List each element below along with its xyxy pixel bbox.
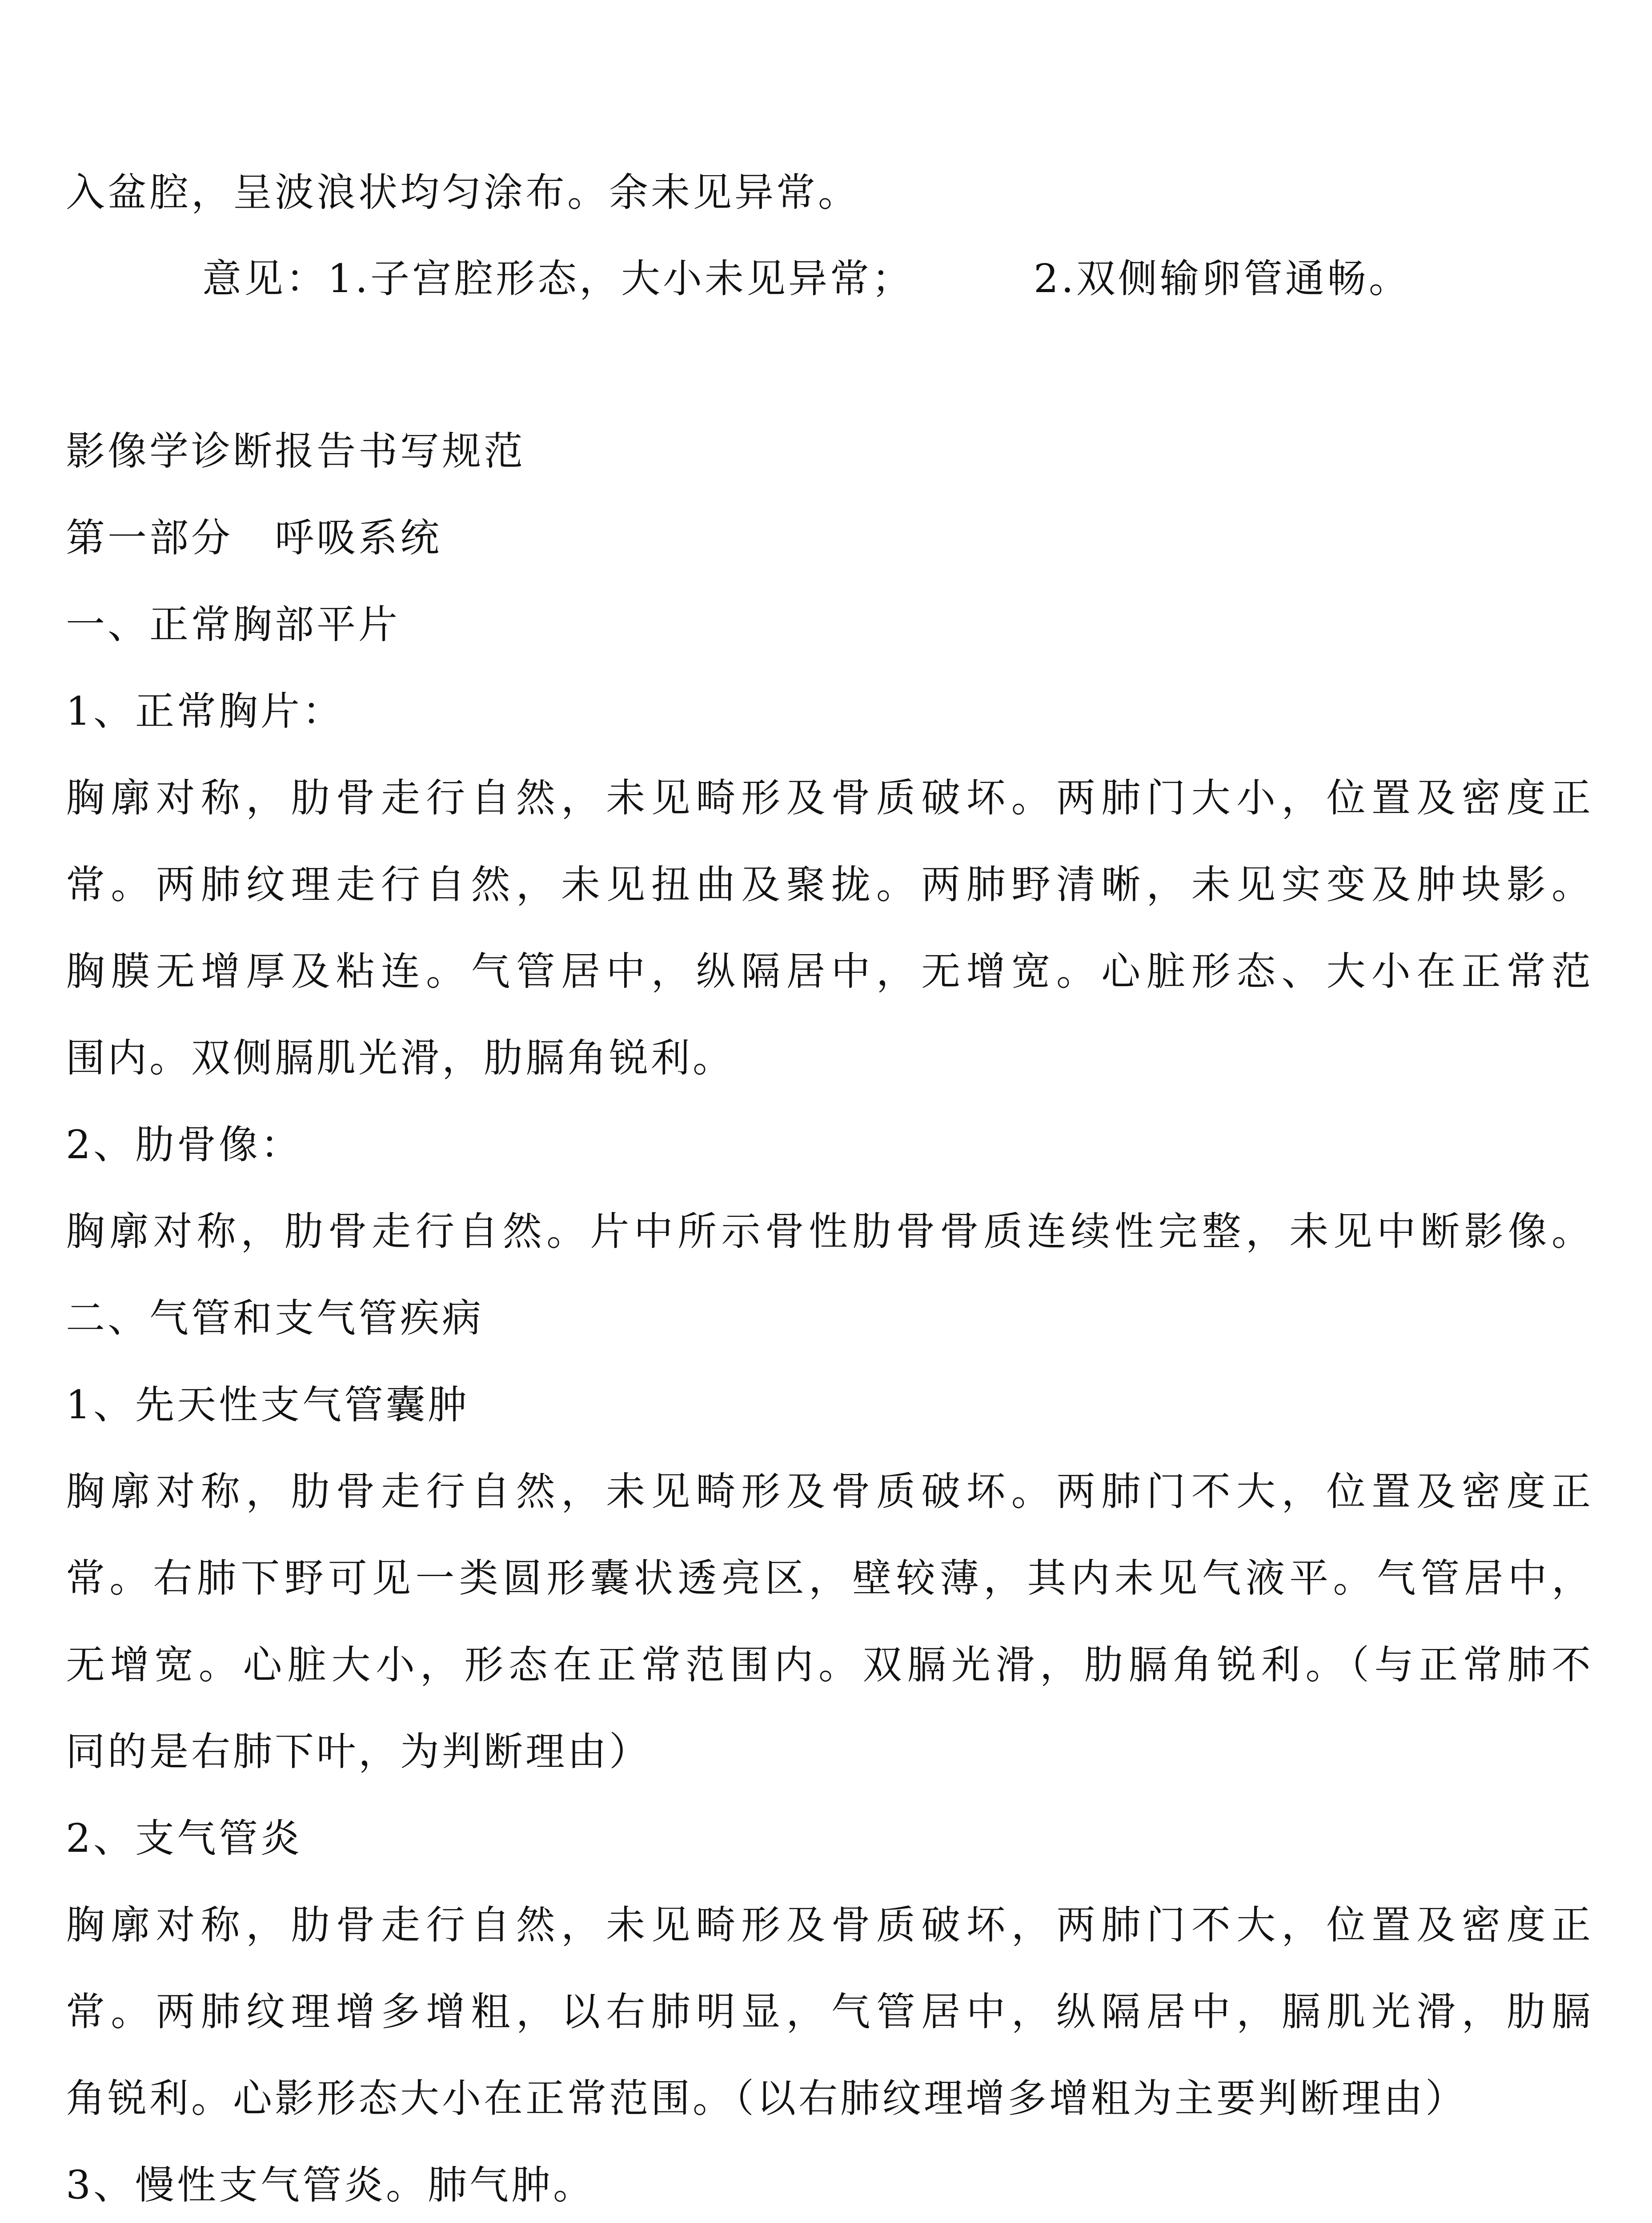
paragraph-line: 围内。双侧膈肌光滑，肋膈角锐利。 xyxy=(66,1035,735,1081)
paragraph-line: 角锐利。心影形态大小在正常范围。（以右肺纹理增多增粗为主要判断理由） xyxy=(66,2075,1468,2121)
opinion-item-1: 意见：1.子宫腔形态，大小未见异常； xyxy=(202,256,914,301)
paragraph-line: 常。两肺纹理增多增粗，以右肺明显，气管居中，纵隔居中，膈肌光滑，肋膈 xyxy=(66,1989,1591,2034)
subsection-heading: 1、正常胸片： xyxy=(66,688,344,734)
paragraph-line: 胸廓对称，肋骨走行自然。片中所示骨性肋骨骨质连续性完整，未见中断影像。 xyxy=(66,1208,1591,1254)
opinion-item-2: 2.双侧输卵管通畅。 xyxy=(1033,256,1411,301)
paragraph-line: 无增宽。心脏大小，形态在正常范围内。双膈光滑，肋膈角锐利。（与正常肺不 xyxy=(66,1642,1591,1688)
part-heading: 第一部分 呼吸系统 xyxy=(66,515,442,561)
opinion-line xyxy=(202,243,1652,314)
paragraph-line: 胸廓对称，肋骨走行自然，未见畸形及骨质破坏，两肺门不大，位置及密度正 xyxy=(66,1902,1591,1948)
paragraph-line: 胸廓对称，肋骨走行自然，未见畸形及骨质破坏。两肺门大小，位置及密度正 xyxy=(66,775,1591,821)
paragraph-line: 常。两肺纹理走行自然，未见扭曲及聚拢。两肺野清晰，未见实变及肿块影。 xyxy=(66,862,1591,907)
paragraph-line: 胸膜无增厚及粘连。气管居中，纵隔居中，无增宽。心脏形态、大小在正常范 xyxy=(66,948,1591,994)
section-heading: 二、气管和支气管疾病 xyxy=(66,1295,484,1341)
intro-line: 入盆腔，呈波浪状均匀涂布。余未见异常。 xyxy=(66,169,860,215)
document-title: 影像学诊断报告书写规范 xyxy=(66,428,526,474)
section-heading: 一、正常胸部平片 xyxy=(66,602,401,647)
subsection-heading: 3、慢性支气管炎。肺气肿。 xyxy=(66,2162,595,2208)
subsection-heading: 2、肋骨像： xyxy=(66,1122,302,1168)
paragraph-line: 胸廓对称，肋骨走行自然，未见畸形及骨质破坏。两肺门不大，位置及密度正 xyxy=(66,1469,1591,1514)
paragraph-line: 同的是右肺下叶，为判断理由） xyxy=(66,1729,651,1774)
subsection-heading: 1、先天性支气管囊肿 xyxy=(66,1382,469,1428)
paragraph-line: 常。右肺下野可见一类圆形囊状透亮区，壁较薄，其内未见气液平。气管居中， xyxy=(66,1555,1591,1601)
subsection-heading: 2、支气管炎 xyxy=(66,1815,302,1861)
